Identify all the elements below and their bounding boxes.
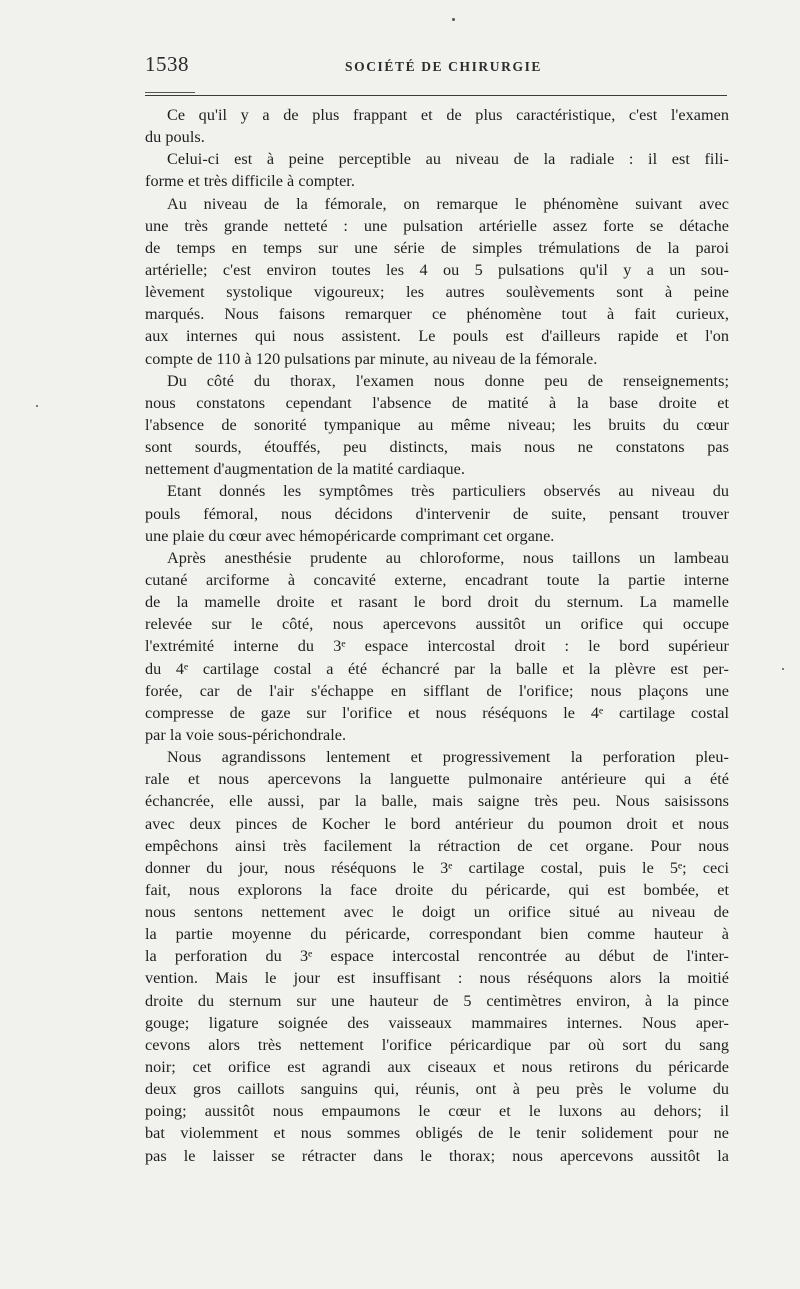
print-speck	[782, 668, 784, 670]
text-line: cevons alors très nettement l'orifice péricardique par où sort du sang	[145, 1035, 729, 1054]
text-line: deux gros caillots sanguins qui, réunis, ont à peu près le volume du	[145, 1080, 729, 1099]
text-line: échancrée, elle aussi, par la balle, mais saigne très peu. Nous saisissons	[145, 792, 729, 811]
print-speck	[452, 18, 455, 21]
text-line: artérielle; c'est environ toutes les 4 ou 5 pulsations qu'il y a un sou-	[145, 260, 729, 279]
text-line: relevée sur le côté, nous apercevons aussitôt un orifice qui occupe	[145, 615, 729, 634]
text-line: du 4ᵉ cartilage costal a été échancré par la balle et la plèvre est per-	[145, 659, 729, 678]
text-line: du pouls.	[145, 128, 205, 147]
text-line: nous sentons nettement avec le doigt un orifice situé au niveau de	[145, 903, 729, 922]
text-line: noir; cet orifice est agrandi aux ciseaux et nous retirons du péricarde	[145, 1058, 729, 1077]
text-line: nettement d'augmentation de la matité cardiaque.	[145, 460, 465, 479]
text-line: compresse de gaze sur l'orifice et nous réséquons le 4ᵉ cartilage costal	[145, 703, 729, 722]
running-title: SOCIÉTÉ DE CHIRURGIE	[345, 59, 543, 74]
text-line: nous constatons cependant l'absence de matité à la base droite et	[145, 393, 729, 412]
text-line: Au niveau de la fémorale, on remarque le phénomène suivant avec	[167, 194, 729, 213]
body-text	[145, 104, 729, 1167]
text-line: de temps en temps sur une série de simples trémulations de la paroi	[145, 238, 729, 257]
text-line: une très grande netteté : une pulsation artérielle assez forte se détache	[145, 216, 729, 235]
text-line: la perforation du 3ᵉ espace intercostal rencontrée au début de l'inter-	[145, 947, 729, 966]
text-line: l'absence de sonorité tympanique au même niveau; les bruits du cœur	[145, 415, 729, 434]
text-line: forée, car de l'air s'échappe en sifflant de l'orifice; nous plaçons une	[145, 681, 729, 700]
text-line: aux internes qui nous assistent. Le pouls est d'ailleurs rapide et l'on	[145, 327, 729, 346]
text-line: l'extrémité interne du 3ᵉ espace intercostal droit : le bord supérieur	[145, 637, 729, 656]
print-speck	[36, 405, 38, 407]
text-line: vention. Mais le jour est insuffisant : nous réséquons alors la moitié	[145, 969, 729, 988]
text-line: compte de 110 à 120 pulsations par minute, au niveau de la fémorale.	[145, 349, 598, 368]
text-line: Du côté du thorax, l'examen nous donne peu de renseignements;	[167, 371, 729, 390]
text-line: Celui-ci est à peine perceptible au niveau de la radiale : il est fili-	[167, 150, 729, 169]
text-line: avec deux pinces de Kocher le bord antérieur du poumon droit et nous	[145, 814, 729, 833]
text-line: donner du jour, nous réséquons le 3ᵉ cartilage costal, puis le 5ᵉ; ceci	[145, 858, 729, 877]
text-line: fait, nous explorons la face droite du péricarde, qui est bombée, et	[145, 880, 729, 899]
text-line: marqués. Nous faisons remarquer ce phénomène tout à fait curieux,	[145, 305, 729, 324]
page-header	[145, 52, 725, 82]
text-line: Ce qu'il y a de plus frappant et de plus caractéristique, c'est l'examen	[167, 106, 729, 124]
text-line: pouls fémoral, nous décidons d'intervenir de suite, pensant trouver	[145, 504, 729, 523]
text-line: droite du sternum sur une hauteur de 5 centimètres environ, à la pince	[145, 991, 729, 1010]
text-line: lèvement systolique vigoureux; les autres soulèvements sont à peine	[145, 283, 729, 302]
text-line: sont sourds, étouffés, peu distincts, mais nous ne constatons pas	[145, 438, 729, 457]
text-line: empêchons ainsi très facilement la rétraction de cet organe. Pour nous	[145, 836, 729, 855]
text-line: bat violemment et nous sommes obligés de le tenir solidement pour ne	[145, 1124, 729, 1143]
text-line: Après anesthésie prudente au chloroforme, nous taillons un lambeau	[167, 548, 729, 567]
header-rule	[145, 95, 727, 96]
text-line: Etant donnés les symptômes très particuliers observés au niveau du	[167, 482, 729, 501]
text-line: Nous agrandissons lentement et progressivement la perforation pleu-	[167, 748, 729, 767]
text-line: de la mamelle droite et rasant le bord droit du sternum. La mamelle	[145, 593, 729, 612]
text-line: rale et nous apercevons la languette pulmonaire antérieure qui a été	[145, 770, 729, 789]
text-line: forme et très difficile à compter.	[145, 172, 355, 191]
text-line: pas le laisser se rétracter dans le thorax; nous apercevons aussitôt la	[145, 1146, 729, 1165]
text-line: poing; aussitôt nous empaumons le cœur et le luxons au dehors; il	[145, 1102, 729, 1121]
text-line: une plaie du cœur avec hémopéricarde comprimant cet organe.	[145, 526, 555, 545]
text-line: gouge; ligature soignée des vaisseaux mammaires internes. Nous aper-	[145, 1013, 729, 1032]
header-rule-accent	[145, 92, 195, 93]
text-line: par la voie sous-périchondrale.	[145, 725, 347, 744]
page-number: 1538	[145, 52, 189, 76]
text-line: la partie moyenne du péricarde, correspondant bien comme hauteur à	[145, 925, 729, 944]
text-line: cutané arciforme à concavité externe, encadrant toute la partie interne	[145, 570, 729, 589]
